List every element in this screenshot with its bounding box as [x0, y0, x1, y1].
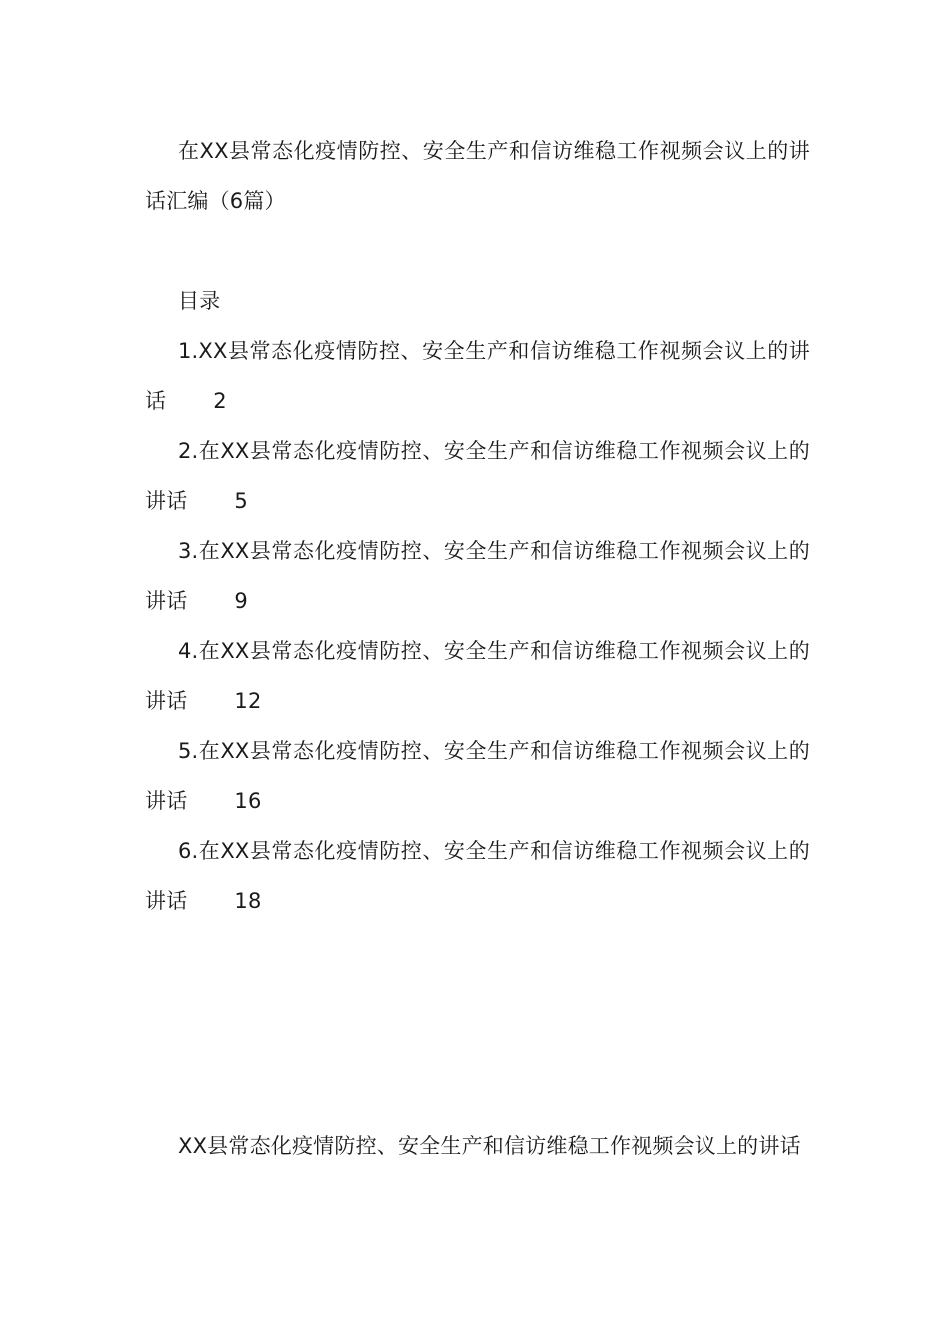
toc-entry-label: 6.在XX县常态化疫情防控、安全生产和信访维稳工作视频会议上的讲话 — [145, 839, 810, 913]
toc-entry-label: 3.在XX县常态化疫情防控、安全生产和信访维稳工作视频会议上的讲话 — [145, 539, 810, 613]
toc-entry-label: 2.在XX县常态化疫情防控、安全生产和信访维稳工作视频会议上的讲话 — [145, 439, 810, 513]
toc-heading-text: 目录 — [178, 289, 221, 313]
toc-page-number: 18 — [234, 889, 262, 913]
toc-entry-label: 1.XX县常态化疫情防控、安全生产和信访维稳工作视频会议上的讲话 — [145, 339, 810, 413]
toc-heading — [145, 276, 810, 326]
toc-entry-label: 5.在XX县常态化疫情防控、安全生产和信访维稳工作视频会议上的讲话 — [145, 739, 810, 813]
toc-entry-3[interactable] — [145, 526, 810, 626]
toc-entry-4[interactable] — [145, 626, 810, 726]
toc-entry-1[interactable] — [145, 326, 810, 426]
section-heading-text: XX县常态化疫情防控、安全生产和信访维稳工作视频会议上的讲话 — [178, 1134, 801, 1158]
section-heading — [145, 1121, 810, 1171]
toc-page-number: 5 — [234, 489, 248, 513]
toc-page-number: 16 — [234, 789, 262, 813]
toc-entry-2[interactable] — [145, 426, 810, 526]
toc-entry-6[interactable] — [145, 826, 810, 926]
toc-page-number: 2 — [213, 389, 227, 413]
toc-entry-5[interactable] — [145, 726, 810, 826]
toc-page-number: 9 — [234, 589, 248, 613]
document-title-text: 在XX县常态化疫情防控、安全生产和信访维稳工作视频会议上的讲话汇编（6篇） — [145, 139, 810, 213]
toc-entry-label: 4.在XX县常态化疫情防控、安全生产和信访维稳工作视频会议上的讲话 — [145, 639, 810, 713]
toc-page-number: 12 — [234, 689, 262, 713]
document-title — [145, 126, 810, 226]
